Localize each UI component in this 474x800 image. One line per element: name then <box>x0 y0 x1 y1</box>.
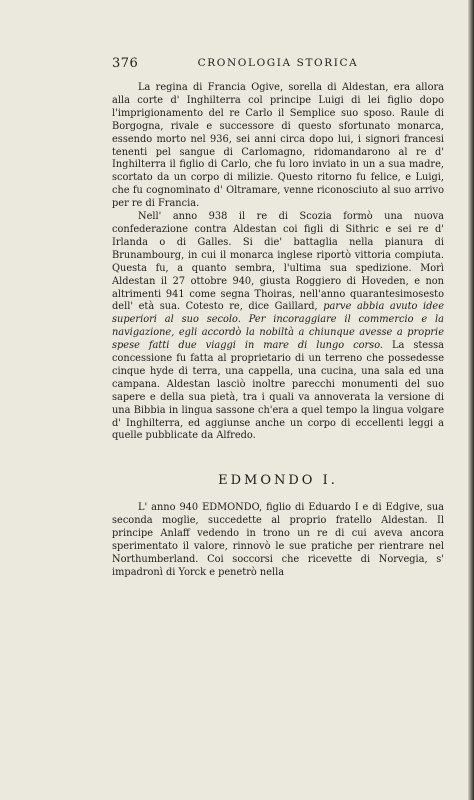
paragraph-edmondo <box>112 502 444 579</box>
running-title: CRONOLOGIA STORICA <box>197 57 359 69</box>
section-heading: EDMONDO I. <box>218 473 338 489</box>
italic-quote: parve abbia avuto idee superiori al suo secolo. Per incoraggiare il commercio e la navigazione, egli accordò la nobiltà a chiunque avesse a proprie spese fatti due viaggi in mare di lungo corso. <box>112 301 444 352</box>
page-number: 376 <box>112 56 139 71</box>
page-edge-shadow <box>468 0 474 800</box>
paragraph-aldestan <box>112 211 444 443</box>
body-text <box>112 82 444 580</box>
text-segment: L' anno 940 EDMONDO, figlio di Eduardo I e di Edgive, sua seconda moglie, succedette al proprio fratello Aldestan. Il principe Anlaff vedendo in trono un re di cui aveva ancora sperimentato il valore, rinnovò le sue pratiche per rientrare nel Northumberland. Coi soccorsi che ricevette di Norvegia, s' impadronì di Yorck e penetrò nella <box>112 502 444 578</box>
paragraph-ogive <box>112 82 444 211</box>
text-segment: La stessa concessione fu fatta al proprietario di un terreno che possedesse cinque hyde di terra, una cappella, una cucina, una sala ed una campana. Aldestan lasciò inoltre parecchi monumenti del suo sapere e della sua pietà, tra i quali va annoverata la versione di una Bibbia in lingua sassone ch'era a quel tempo la lingua volgare d' Inghilterra, ed aggiunse anche un corpo di eccellenti leggi a quelle pubblicate da Alfredo. <box>112 340 444 442</box>
text-segment: Nell' anno 938 il re di Scozia formò una nuova confederazione contra Aldestan coi figli di Sithric e sei re d' Irlanda o di Galles. Si die' battaglia nella pianura di Brunambourg, in cui il monarca inglese riportò vittoria compiuta. Questa fu, a quanto sembra, l'ultima sua spedizione. Morì Aldestan il 27 ottobre 940, giusta Roggiero di Hoveden, e non altrimenti 941 come segna Thoiras, nell'anno quarantesimosesto dell' età sua. Cotesto re, dice Gaillard, <box>112 211 444 313</box>
page-header <box>112 56 444 72</box>
text-segment: La regina di Francia Ogive, sorella di Aldestan, era allora alla corte d' Inghilterra col principe Luigi di lei figlio dopo l'imprigionamento del re Carlo il Semplice suo sposo. Raule di Borgogna, rivale e successore di questo sfortunato monarca, essendo morto nel 936, sei anni circa dopo lui, i signori francesi tenenti pel sangue di Carlomagno, ridomandarono al re d' Inghilterra il figlio di Carlo, che fu loro inviato in un a sua madre, scortato da un corpo di milizie. Questo ritorno fu felice, e Luigi, che fu cognominato d' Oltramare, venne riconosciuto al suo arrivo per re di Francia. <box>112 82 444 210</box>
